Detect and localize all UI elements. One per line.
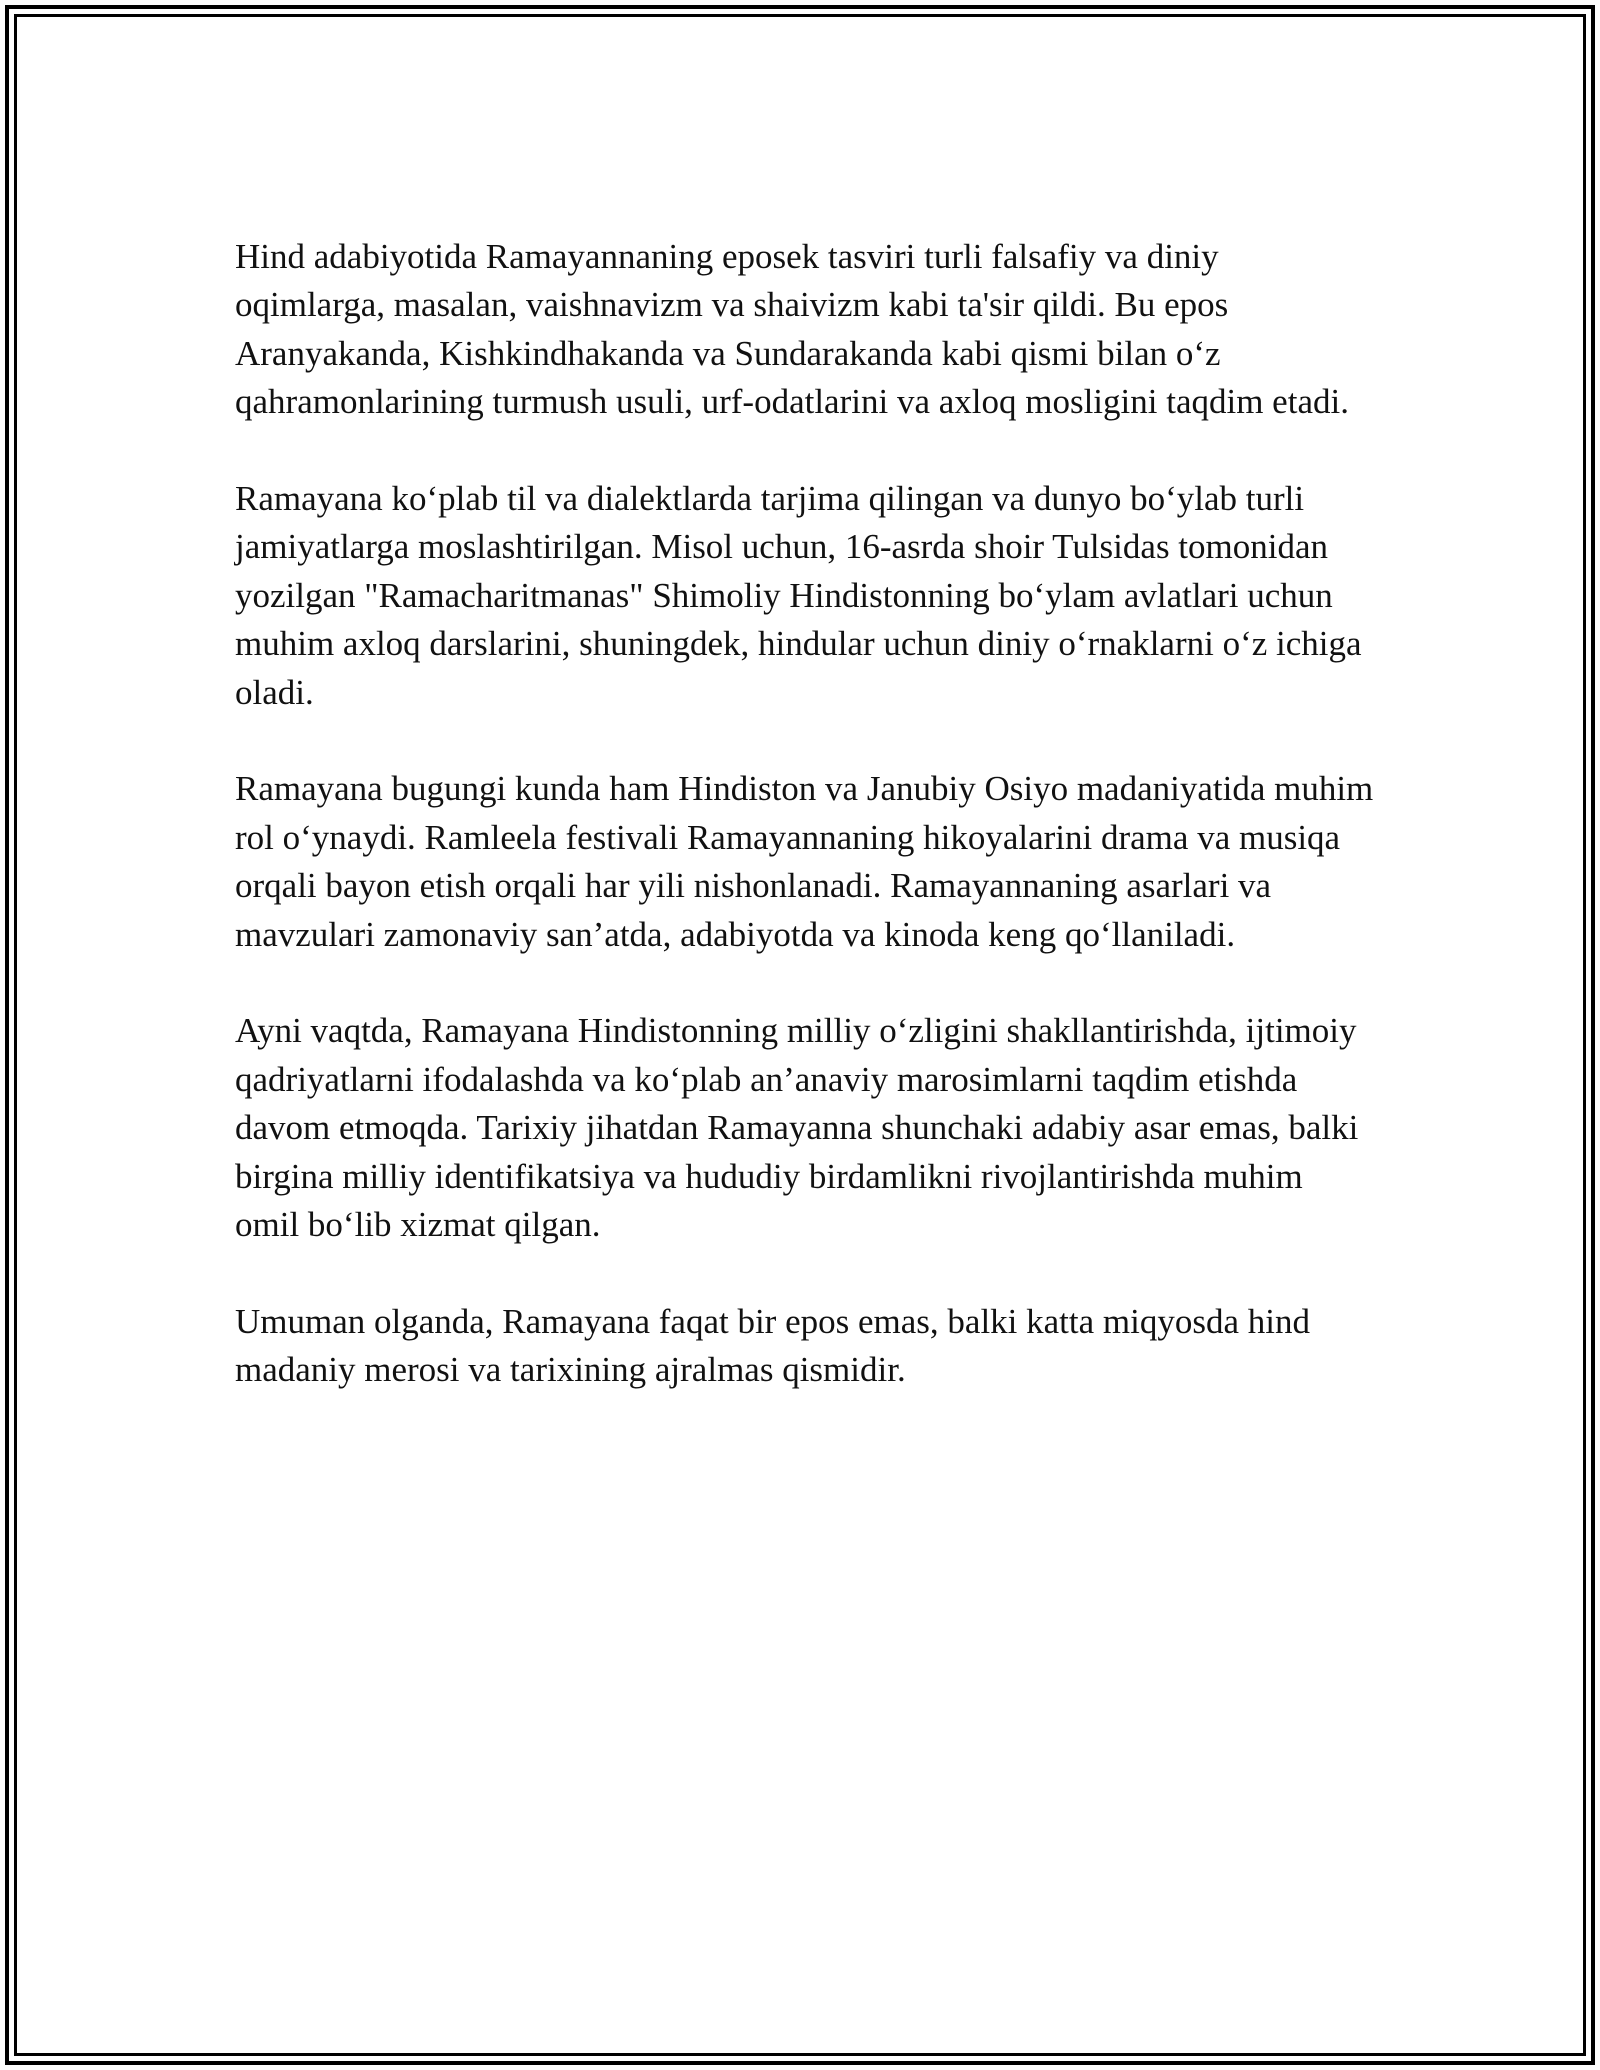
paragraph-3: Ramayana bugungi kunda ham Hindiston va Janubiy Osiyo madaniyatida muhim rol o‘ynaydi. Ramleela festivali Ramayannaning hikoyalarini drama va musiqa orqali bayon etish orqali har yili nishonlanadi. Ramayannaning asarlari va mavzulari zamonaviy san’atda, adabiyotda va kinoda keng qo‘llaniladi. [235,769,1374,954]
paragraph-5: Umuman olganda, Ramayana faqat bir epos emas, balki katta miqyosda hind madaniy merosi va tarixining ajralmas qismidir. [235,1301,1310,1390]
paragraph-4: Ayni vaqtda, Ramayana Hindistonning milliy o‘zligini shakllantirishda, ijtimoiy qadriyatlarni ifodalashda va ko‘plab an’anaviy marosimlarni taqdim etishda davom etmoqda. Tarixiy jihatdan Ramayanna shunchaki adabiy asar emas, balki birgina milliy identifikatsiya va hududiy birdamlikni rivojlantirishda muhim omil bo‘lib xizmat qilgan. [235,1011,1359,1245]
paragraph-1: Hind adabiyotida Ramayannaning eposek tasviri turli falsafiy va diniy oqimlarga, masalan, vaishnavizm va shaivizm kabi ta'sir qildi. Bu epos Aranyakanda, Kishkindhakanda va Sundarakanda kabi qismi bilan o‘z qahramonlarining turmush usuli, urf-odatlarini va axloq mosligini taqdim etadi. [235,237,1349,422]
document-body [235,233,1375,1443]
paragraph-2: Ramayana ko‘plab til va dialektlarda tarjima qilingan va dunyo bo‘ylab turli jamiyatlarga moslashtirilgan. Misol uchun, 16-asrda shoir Tulsidas tomonidan yozilgan "Ramacharitmanas" Shimoliy Hindistonning bo‘ylam avlatlari uchun muhim axloq darslarini, shuningdek, hindular uchun diniy o‘rnaklarni o‘z ichiga oladi. [235,479,1362,712]
